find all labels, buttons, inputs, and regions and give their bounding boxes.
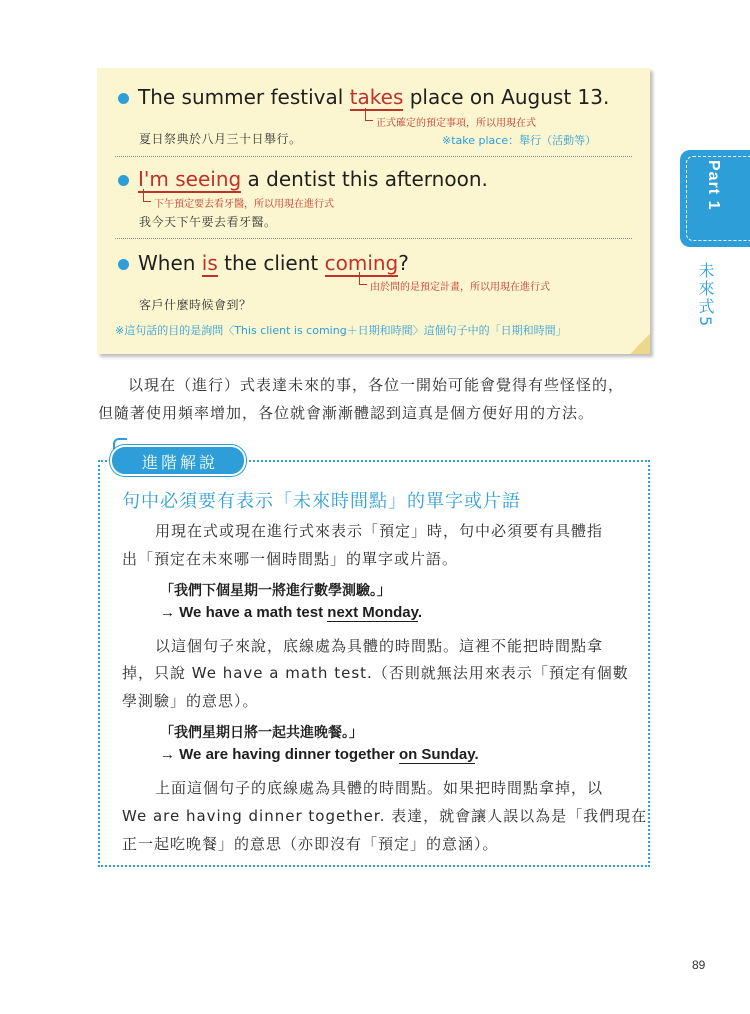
english-text: → We have a math test xyxy=(160,604,328,621)
advanced-badge-label: 進階解說 xyxy=(142,453,219,472)
underlined-time-phrase: on Sunday xyxy=(398,746,475,763)
paragraph-line: 但隨著使用頻率增加，各位就會漸漸體認到這真是個方便好用的方法。 xyxy=(98,404,595,422)
part-tab-label: Part 1 xyxy=(705,160,722,211)
example-quote-2: 「我們星期日將一起共進晚餐。」 xyxy=(160,725,363,741)
advanced-heading: 句中必須要有表示「未來時間點」的單字或片語 xyxy=(122,491,521,512)
sentence-text: the client xyxy=(217,251,325,275)
bullet-icon xyxy=(118,93,129,104)
example-sentence-3 xyxy=(138,251,409,275)
bullet-icon xyxy=(118,175,129,186)
example-english-1 xyxy=(160,604,422,621)
example-english-2 xyxy=(160,746,479,763)
sentence-text: a dentist this afternoon. xyxy=(241,167,488,191)
english-text: → We are having dinner together xyxy=(160,746,399,763)
example-quote-1: 「我們下個星期一將進行數學測驗。」 xyxy=(160,583,391,599)
highlighted-verb: I'm seeing xyxy=(138,167,242,191)
example-note xyxy=(97,68,650,354)
translation-1: 夏日祭典於八月三十日舉行。 xyxy=(139,132,302,146)
paragraph-line: 用現在式或現在進行式來表示「預定」時，句中必須要有具體指 xyxy=(155,522,604,540)
advanced-paragraph-2-cont xyxy=(122,659,629,715)
sentence-text: The summer festival xyxy=(138,85,350,109)
paragraph-line: 以這個句子來說，底線處為具體的時間點。這裡不能把時間點拿 xyxy=(155,637,604,655)
page-number: 89 xyxy=(692,958,706,972)
sentence-text: When xyxy=(138,251,202,275)
advanced-badge xyxy=(110,445,246,476)
example-sentence-1 xyxy=(138,85,609,109)
grammar-annotation-3: 由於問的是預定計畫，所以用現在進行式 xyxy=(359,278,550,293)
paragraph-line: We are having dinner together. 表達，就會讓人誤以為是「我們現在 xyxy=(122,807,648,825)
paragraph-line: 出「預定在未來哪一個時間點」的單字或片語。 xyxy=(122,550,459,568)
intro-paragraph-cont xyxy=(98,399,594,427)
intro-paragraph xyxy=(128,371,624,399)
highlighted-verb: coming xyxy=(324,251,399,275)
underlined-time-phrase: next Monday xyxy=(327,604,418,621)
highlighted-verb: is xyxy=(201,251,218,275)
note-fold-corner xyxy=(630,334,650,354)
usage-note-3: ※這句話的目的是詢問〈This client is coming＋日期和時間〉這個句子中的「日期和時間」 xyxy=(115,324,567,337)
paragraph-line: 學測驗」的意思）。 xyxy=(122,692,259,710)
translation-3: 客戶什麼時候會到？ xyxy=(139,298,252,312)
translation-2: 我今天下午要去看牙醫。 xyxy=(139,215,277,229)
part-tab xyxy=(680,150,750,247)
vocab-note-1: ※take place：舉行（活動等） xyxy=(442,134,597,147)
grammar-annotation-2: 下午預定要去看牙醫，所以用現在進行式 xyxy=(143,195,334,210)
grammar-annotation-1: 正式確定的預定事項，所以用現在式 xyxy=(365,114,536,129)
advanced-paragraph-3 xyxy=(155,774,603,802)
bullet-icon xyxy=(118,259,129,270)
sentence-text: place on August 13. xyxy=(403,85,610,109)
dotted-divider xyxy=(115,238,632,239)
sentence-text: ? xyxy=(398,251,409,275)
english-text: . xyxy=(417,604,423,621)
advanced-paragraph-3-cont xyxy=(122,802,647,858)
chapter-label: 未來式5 xyxy=(696,262,715,329)
advanced-paragraph-1 xyxy=(155,517,603,545)
highlighted-verb: takes xyxy=(349,85,404,109)
advanced-paragraph-2 xyxy=(155,632,603,660)
paragraph-line: 以現在（進行）式表達未來的事，各位一開始可能會覺得有些怪怪的， xyxy=(128,376,625,394)
paragraph-line: 正一起吃晚餐」的意思（亦即沒有「預定」的意涵）。 xyxy=(122,835,499,853)
paragraph-line: 上面這個句子的底線處為具體的時間點。如果把時間點拿掉，以 xyxy=(155,779,604,797)
example-sentence-2 xyxy=(138,167,488,191)
paragraph-line: 掉，只說 We have a math test.（否則就無法用來表示「預定有個數 xyxy=(122,664,629,682)
dotted-divider xyxy=(115,156,632,157)
advanced-paragraph-1-cont xyxy=(122,545,458,573)
english-text: . xyxy=(474,746,479,763)
